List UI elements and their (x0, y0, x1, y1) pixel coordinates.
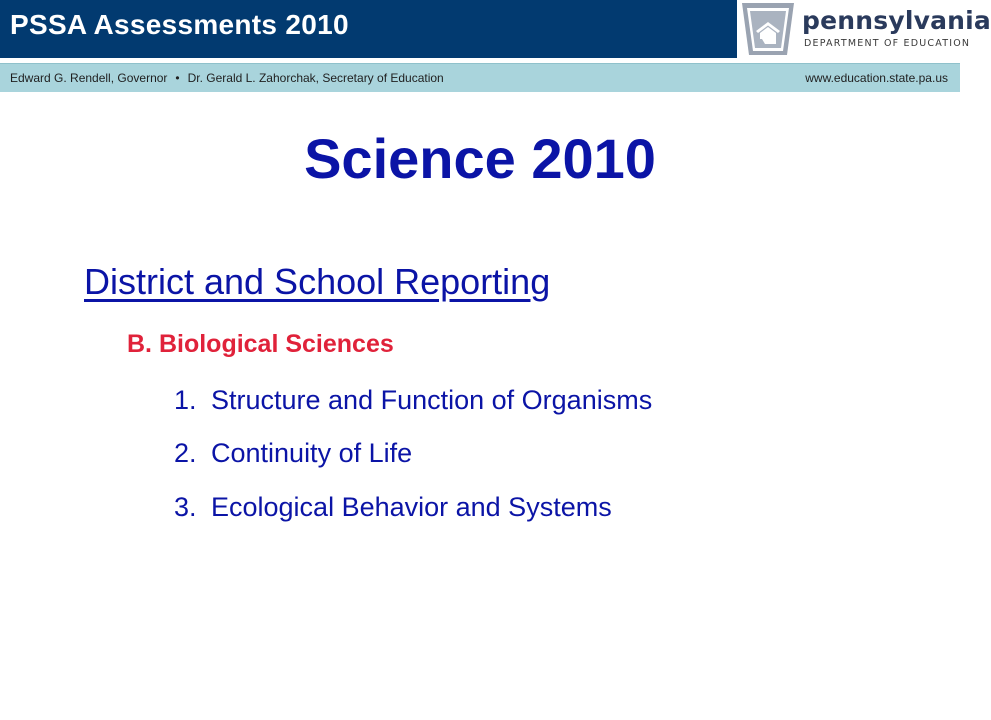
list-item-number: 3. (174, 492, 197, 522)
subheader-bar (0, 63, 960, 92)
list-item-number: 2. (174, 438, 197, 468)
list-item (174, 438, 412, 469)
list-item-text: Ecological Behavior and Systems (211, 492, 612, 522)
list-item-text: Structure and Function of Organisms (211, 385, 653, 415)
list-item-number: 1. (174, 385, 197, 415)
section-heading: District and School Reporting (84, 261, 551, 302)
officials-line (10, 71, 444, 85)
logo-wordmark: pennsylvania (802, 6, 991, 35)
separator-dot: • (175, 71, 180, 85)
list-item (174, 385, 652, 416)
list-item-text: Continuity of Life (211, 438, 413, 468)
governor-name: Edward G. Rendell, Governor (10, 71, 168, 85)
slide-title: Science 2010 (304, 127, 656, 190)
website-link[interactable]: www.education.state.pa.us (805, 71, 948, 85)
secretary-name: Dr. Gerald L. Zahorchak, Secretary of Education (187, 71, 444, 85)
header-title: PSSA Assessments 2010 (10, 9, 349, 40)
list-item (174, 492, 612, 523)
category-text: Biological Sciences (158, 330, 394, 358)
category-heading (127, 330, 394, 359)
header-bar (0, 0, 737, 58)
category-label: B. (127, 330, 152, 358)
logo-subtitle: DEPARTMENT OF EDUCATION (804, 38, 971, 49)
keystone-icon (739, 1, 797, 57)
